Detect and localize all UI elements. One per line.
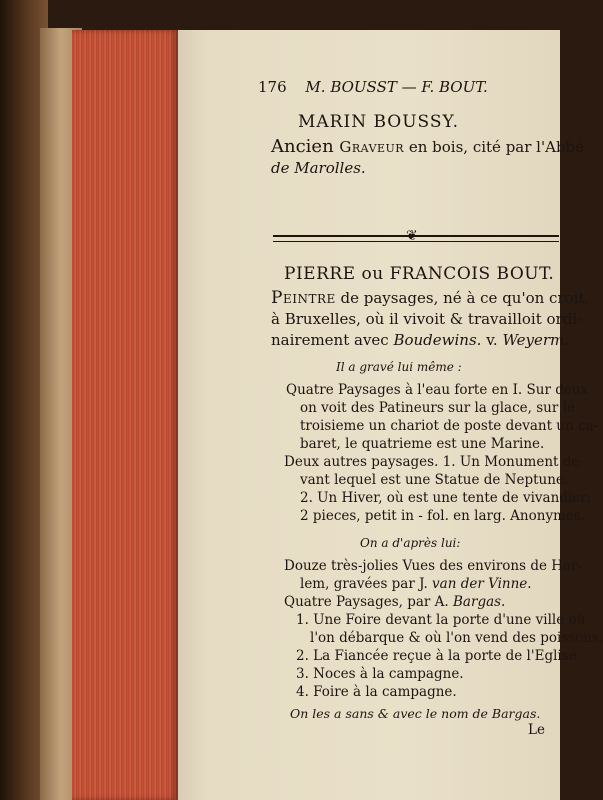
- entry-title-bout: PIERRE ou FRANCOIS BOUT.: [284, 264, 555, 284]
- list-line: Quatre Paysages à l'eau forte en I. Sur deux: [286, 382, 589, 398]
- catchword: Le: [528, 722, 545, 738]
- footer-note: On les a sans & avec le nom de Bargas.: [290, 706, 541, 721]
- subheading-after: On a d'après lui:: [360, 536, 461, 550]
- list-line: baret, le quatrieme est une Marine.: [300, 436, 545, 452]
- list-line: 3. Noces à la campagne.: [296, 666, 464, 682]
- list-line: 2. Un Hiver, où est une tente de vivandier;: [300, 490, 592, 506]
- list-line: troisieme un chariot de poste devant un ca-: [300, 418, 599, 434]
- list-line: vant lequel est une Statue de Neptune.: [300, 472, 569, 488]
- list-line: Douze très-jolies Vues des environs de Har-: [284, 558, 583, 574]
- list-line: 2. La Fiancée reçue à la porte de l'Eglise.: [296, 648, 581, 664]
- red-page-edges: [72, 30, 178, 800]
- divider-ornament: ❦: [406, 228, 418, 244]
- entry-bout-intro: Peintre de paysages, né à ce qu'on croit, à Bruxelles, où il vivoit & travailloit ordi- nairement avec Boudewins. v. Weyerm.: [271, 288, 590, 349]
- running-header: [258, 78, 558, 96]
- book-page: [178, 30, 603, 800]
- running-title: M. BOUSST — F. BOUT.: [305, 78, 488, 96]
- entry-title-boussy: MARIN BOUSSY.: [298, 112, 459, 132]
- list-line: on voit des Patineurs sur la glace, sur le: [300, 400, 575, 416]
- list-line: lem, gravées par J. van der Vinne.: [300, 576, 532, 592]
- list-line: 2 pieces, petit in - fol. en larg. Anonymes.: [300, 508, 586, 524]
- entry-boussy-text: Ancien Graveur en bois, cité par l'Abbé de Marolles.: [271, 136, 585, 177]
- list-line: 4. Foire à la campagne.: [296, 684, 457, 700]
- subheading-engraved: Il a gravé lui même :: [336, 360, 462, 374]
- list-line: Deux autres paysages. 1. Un Monument de-: [284, 454, 584, 470]
- list-line: 1. Une Foire devant la porte d'une ville où: [296, 612, 586, 628]
- list-line: Quatre Paysages, par A. Bargas.: [284, 594, 506, 610]
- page-number: 176: [258, 78, 287, 96]
- list-line: l'on débarque & où l'on vend des poissons.: [310, 630, 603, 646]
